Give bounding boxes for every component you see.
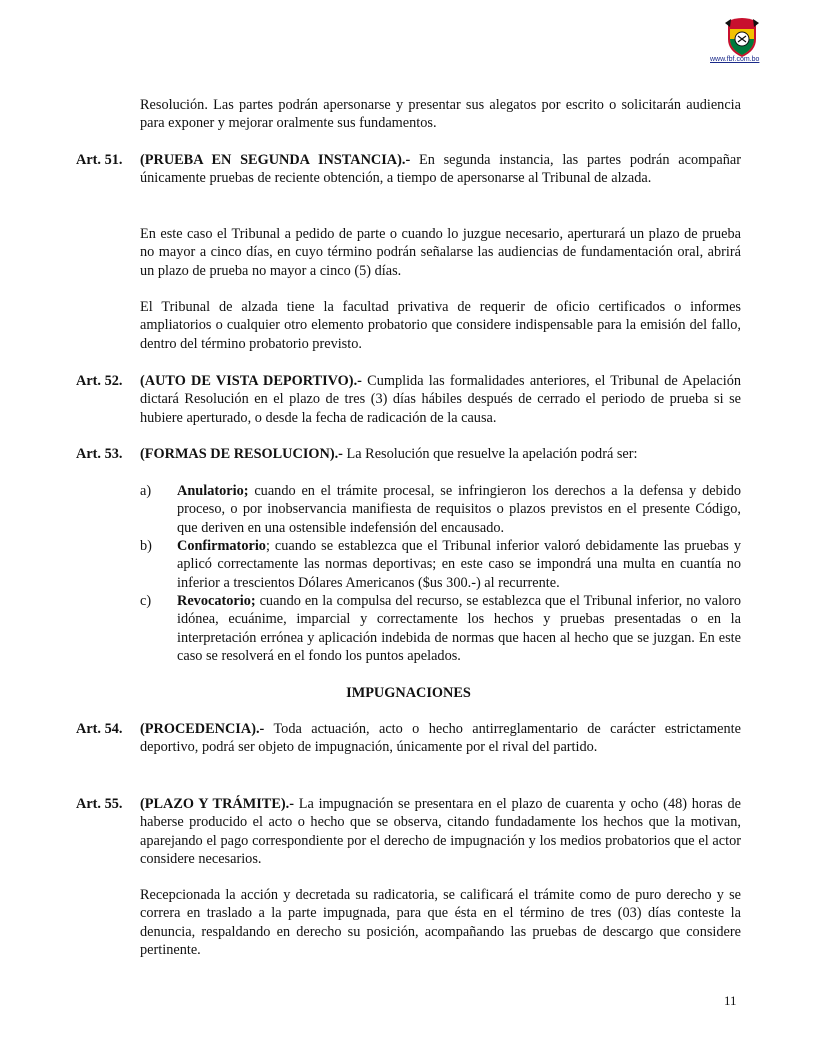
article-53-title: (FORMAS DE RESOLUCION).- [140, 446, 343, 462]
article-55-paragraph-2: Recepcionada la acción y decretada su radicatoria, se calificará el trámite como de puro derecho y se correra en traslado a la parte impugnada, para que ésta en el término de tres (03) días conteste la denuncia, respaldando en derecho su posición, acompañando las pruebas de descargo que considere pertinente. [140, 887, 741, 958]
list-item-a-term: Anulatorio; [177, 483, 249, 499]
list-item-a-text: cuando en el trámite procesal, se infringieron los derechos a la defensa y debido proceso, o por inobservancia manifiesta de requisitos o plazos previstos en el presente Código, que deriven en una ostensible indefensión del encausado. [177, 483, 741, 536]
article-55-title: (PLAZO Y TRÁMITE).- [140, 796, 294, 812]
article-54-text: Toda actuación, acto o hecho antirreglamentario de carácter estrictamente deportivo, podrá ser objeto de impugnación, únicamente por el rival del partido. [140, 721, 741, 756]
article-54-title: (PROCEDENCIA).- [140, 721, 265, 737]
article-53-number: Art. 53. [76, 446, 123, 462]
article-53-text: La Resolución que resuelve la apelación podrá ser: [342, 446, 638, 462]
page-number: 11 [724, 993, 737, 1008]
article-52-title: (AUTO DE VISTA DEPORTIVO).- [140, 373, 362, 389]
list-item-c [177, 592, 741, 665]
article-51-paragraph [140, 151, 741, 188]
list-item-c-term: Revocatorio; [177, 593, 256, 609]
list-item-b-term: Confirmatorio [177, 538, 266, 554]
intro-paragraph: Resolución. Las partes podrán apersonarse y presentar sus alegatos por escrito o solicitarán audiencia para exponer y mejorar oralmente sus fundamentos. [140, 97, 741, 132]
article-52-paragraph [140, 372, 741, 427]
article-53-paragraph [140, 445, 741, 463]
article-52-number: Art. 52. [76, 373, 123, 389]
article-55-text: La impugnación se presentara en el plazo de cuarenta y ocho (48) horas de haberse producido el acto o hecho que se observa, citando fundadamente los hechos que la motivan, aparejando el pago correspondiente por el derecho de impugnación y los medios probatorios que el actor considere necesarios. [140, 796, 741, 867]
article-55-paragraph [140, 795, 741, 868]
list-item-b [177, 537, 741, 592]
article-51-title: (PRUEBA EN SEGUNDA INSTANCIA).- [140, 152, 411, 168]
article-51-number: Art. 51. [76, 152, 123, 168]
list-item-b-letter: b) [140, 538, 152, 554]
article-51-paragraph-3: El Tribunal de alzada tiene la facultad privativa de requerir de oficio certificados o informes ampliatorios o cualquier otro elemento probatorio que considere indispensable para la emisión del fallo, dentro del término probatorio previsto. [140, 299, 741, 352]
list-item-a-letter: a) [140, 483, 152, 499]
article-54-number: Art. 54. [76, 721, 123, 737]
article-51-paragraph-2: En este caso el Tribunal a pedido de parte o cuando lo juzgue necesario, aperturará un plazo de prueba no mayor a cinco días, en cuyo término podrán señalarse las audiencias de fundamentación oral, abrirá un plazo de prueba no mayor a cinco (5) días. [140, 226, 741, 279]
list-item-a [177, 482, 741, 537]
fbf-logo-icon [722, 15, 762, 59]
article-51-text: En segunda instancia, las partes podrán acompañar únicamente pruebas de reciente obtención, a tiempo de apersonarse al Tribunal de alzada. [140, 152, 741, 187]
list-item-c-letter: c) [140, 593, 152, 609]
article-52-text: Cumplida las formalidades anteriores, el Tribunal de Apelación dictará Resolución en el plazo de tres (3) días hábiles después de cerrado el periodo de prueba si se hubiere aperturado, o desde la fecha de radicación de la causa. [140, 373, 741, 426]
section-heading-impugnaciones: IMPUGNACIONES [346, 685, 471, 701]
list-item-b-text: ; cuando se establezca que el Tribunal inferior valoró debidamente las pruebas y aplicó correctamente las normas deportivas; en este caso se impondrá una multa en cuantía no inferior a trescientos Dólares Americanos ($us 300.-) al recurrente. [177, 538, 741, 591]
list-item-c-text: cuando en la compulsa del recurso, se establezca que el Tribunal inferior, no valoro idónea, ecuánime, imparcial y correctamente los hechos y pruebas presentadas o en la interpretación errónea y aplicación indebida de normas que hacen al hecho que se juzgan. En este caso se resolverá en el fondo los puntos apelados. [177, 593, 741, 664]
article-55-number: Art. 55. [76, 796, 123, 812]
article-54-paragraph [140, 720, 741, 757]
header-url[interactable]: www.fbf.com.bo [710, 56, 760, 63]
